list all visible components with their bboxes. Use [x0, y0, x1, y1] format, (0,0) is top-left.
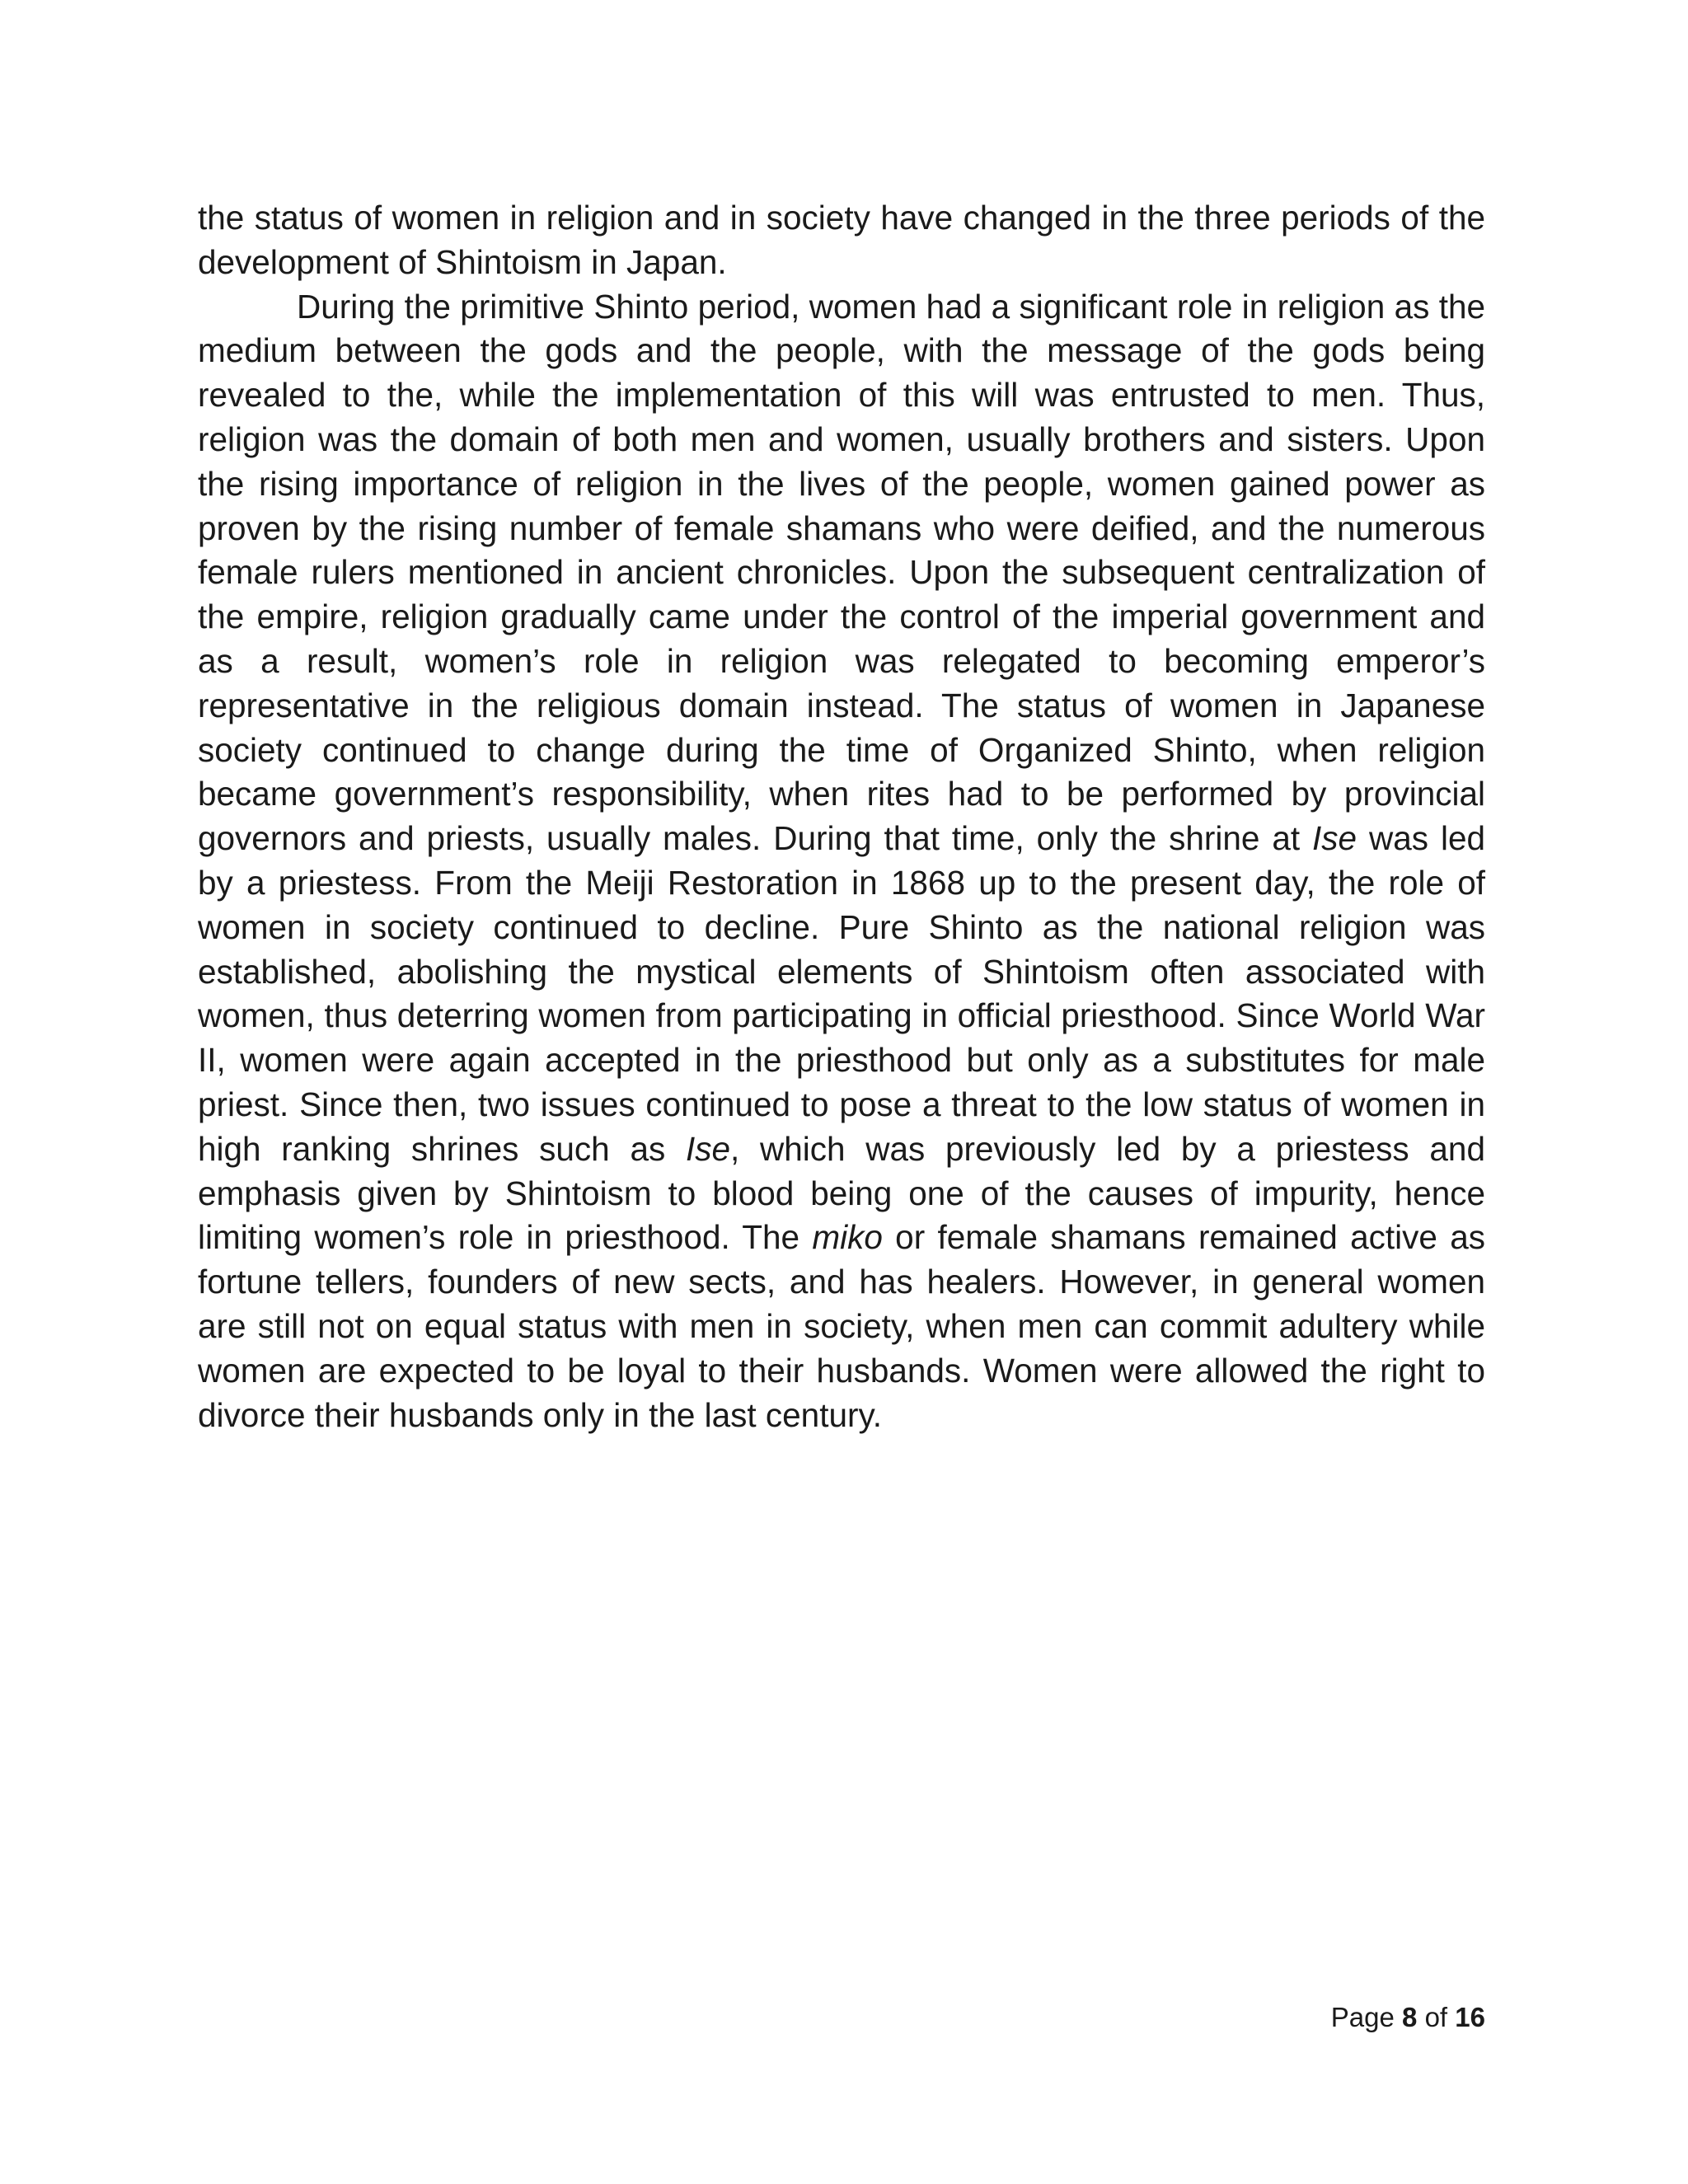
paragraph-text: , which was previously led by a priestess and emphasis given by Shintoism to blood being one of the causes of impurity, hence limiting women’s role in priesthood. The: [198, 1129, 1485, 1257]
italic-term: miko: [812, 1218, 883, 1257]
paragraph-text: the status of women in religion and in society have changed in the three periods of the development of Shintoism in Japan.: [198, 199, 1485, 281]
italic-term: Ise: [1312, 819, 1357, 858]
page-of-label: of: [1424, 2002, 1448, 2032]
paragraph: [198, 285, 1485, 1438]
body-text: [198, 196, 1485, 1437]
paragraph-text: was led by a priestess. From the Meiji Restoration in 1868 up to the present day, the role of women in society continued to decline. Pure Shinto as the national religion was established, abolishing the mystical elements of Shintoism often associated with women, thus deterring women from participating in official priesthood. Since World War II, women were again accepted in the priesthood but only as a substitutes for male priest. Since then, two issues continued to pose a threat to the low status of women in high ranking shrines such as: [198, 819, 1485, 1168]
page-label: Page: [1330, 2002, 1395, 2032]
paragraph-text: or female shamans remained active as fortune tellers, founders of new sects, and has healers. However, in general women are still not on equal status with men in society, when men can commit adultery while women are expected to be loyal to their husbands. Women were allowed the right to divorce their husbands only in the last century.: [198, 1218, 1485, 1434]
page-footer: [1331, 2001, 1485, 2034]
total-pages-number: 16: [1455, 2002, 1485, 2032]
paragraph: [198, 196, 1485, 285]
italic-term: Ise: [685, 1129, 730, 1168]
current-page-number: 8: [1402, 2002, 1418, 2032]
paragraph-text: During the primitive Shinto period, women had a significant role in religion as the medium between the gods and the people, with the message of the gods being revealed to the, while the implementation of this will was entrusted to men. Thus, religion was the domain of both men and women, usually brothers and sisters. Upon the rising importance of religion in the lives of the people, women gained power as proven by the rising number of female shamans who were deified, and the numerous female rulers mentioned in ancient chronicles. Upon the subsequent centralization of the empire, religion gradually came under the control of the imperial government and as a result, women’s role in religion was relegated to becoming emperor’s representative in the religious domain instead. The status of women in Japanese society continued to change during the time of Organized Shinto, when religion became government’s responsibility, when rites had to be performed by provincial governors and priests, usually males. During that time, only the shrine at: [198, 287, 1485, 858]
